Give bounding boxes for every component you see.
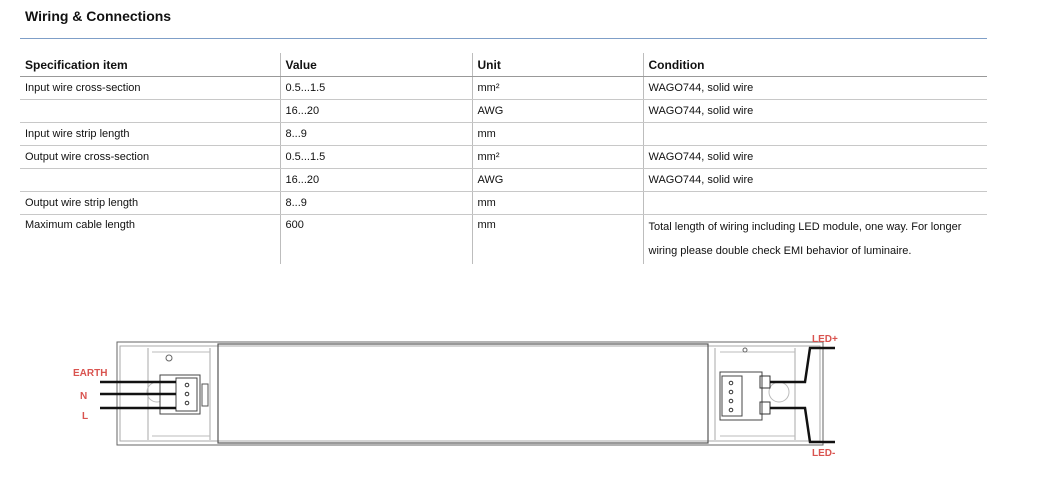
table-row — [20, 146, 987, 169]
value-cell: 8...9 — [280, 123, 472, 146]
condition-cell: Total length of wiring including LED module, one way. For longer wiring please double check EMI behavior of luminaire. — [643, 215, 987, 265]
value-cell: 0.5...1.5 — [280, 146, 472, 169]
condition-cell: WAGO744, solid wire — [643, 146, 987, 169]
table-row — [20, 77, 987, 100]
condition-cell: WAGO744, solid wire — [643, 100, 987, 123]
section-title: Wiring & Connections — [25, 8, 172, 24]
value-cell: 0.5...1.5 — [280, 77, 472, 100]
value-cell: 8...9 — [280, 192, 472, 215]
condition-cell — [643, 192, 987, 215]
unit-cell: mm — [472, 215, 643, 265]
led-minus-label: LED- — [812, 448, 836, 459]
wiring-spec-table — [20, 53, 987, 264]
unit-cell: AWG — [472, 100, 643, 123]
table-row — [20, 123, 987, 146]
spec-item-cell — [20, 100, 280, 123]
spec-item-cell: Maximum cable length — [25, 219, 136, 231]
spec-item-cell — [20, 169, 280, 192]
earth-label: EARTH — [73, 368, 108, 379]
spec-item-cell: Output wire strip length — [20, 192, 280, 215]
unit-cell: AWG — [472, 169, 643, 192]
neutral-label: N — [80, 391, 88, 402]
title-divider — [20, 38, 987, 39]
line-label: L — [82, 411, 89, 422]
output-wires — [770, 348, 835, 442]
unit-cell: mm² — [472, 146, 643, 169]
spec-item-cell: Output wire cross-section — [20, 146, 280, 169]
value-cell: 16...20 — [280, 100, 472, 123]
unit-cell: mm — [472, 123, 643, 146]
condition-cell — [643, 123, 987, 146]
condition-cell: WAGO744, solid wire — [643, 77, 987, 100]
wiring-diagram — [60, 330, 860, 465]
table-header-row — [20, 53, 987, 77]
value-cell: 600 — [280, 215, 472, 265]
header-unit: Unit — [472, 53, 643, 77]
value-cell: 16...20 — [280, 169, 472, 192]
table-row — [20, 169, 987, 192]
header-specification-item: Specification item — [20, 53, 280, 77]
table-row — [20, 100, 987, 123]
header-value: Value — [280, 53, 472, 77]
table-row — [20, 192, 987, 215]
spec-item-cell: Input wire strip length — [20, 123, 280, 146]
driver-housing — [117, 342, 823, 445]
table-row — [20, 215, 987, 265]
output-terminal-block — [720, 372, 770, 420]
unit-cell: mm² — [472, 77, 643, 100]
led-plus-label: LED+ — [812, 334, 838, 345]
unit-cell: mm — [472, 192, 643, 215]
spec-item-cell: Input wire cross-section — [20, 77, 280, 100]
condition-cell: WAGO744, solid wire — [643, 169, 987, 192]
header-condition: Condition — [643, 53, 987, 77]
